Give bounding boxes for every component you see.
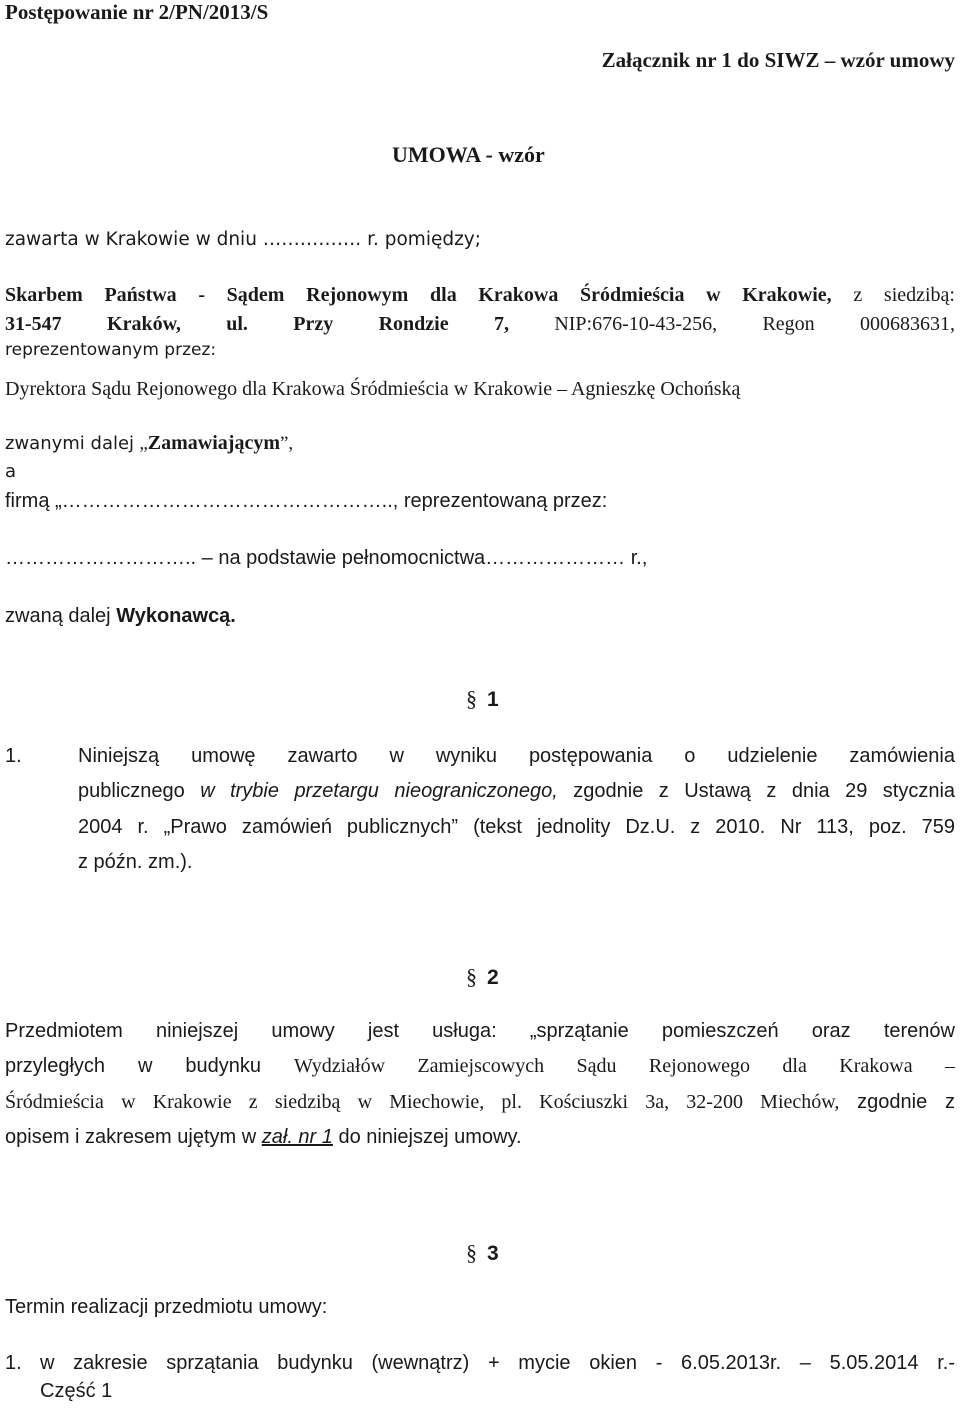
section-symbol: §: [466, 686, 477, 711]
case-number: Postępowanie nr 2/PN/2013/S: [5, 0, 269, 24]
section-number: 3: [487, 1242, 499, 1265]
called-open-quote: „: [139, 433, 148, 454]
section-1-heading: [466, 686, 499, 712]
director-line: Dyrektora Sądu Rejonowego dla Krakowa Śródmieścia w Krakowie – Agnieszkę Ochońską: [5, 378, 741, 400]
section-2-heading: [466, 964, 499, 990]
s1-line3: 2004 r. „Prawo zamówień publicznych” (tekst jednolity Dz.U. z 2010. Nr 113, poz. 759: [78, 816, 955, 838]
contractor-prefix: zwaną dalej: [5, 605, 111, 627]
s1-line1: Niniejszą umowę zawarto w wyniku postępowania o udzielenie zamówienia: [78, 745, 955, 767]
representative-line: ……………………….. – na podstawie pełnomocnictwa………………… r.,: [5, 547, 648, 569]
party1-regon: Regon 000683631,: [762, 313, 956, 335]
party1-nip: NIP:676-10-43-256,: [554, 313, 718, 335]
party1-name: Skarbem Państwa - Sądem Rejonowym dla Krakowa Śródmieścia w Krakowie,: [5, 284, 832, 306]
s2-line3-serif: Śródmieścia w Krakowie z siedzibą w Miechowie, pl. Kościuszki 3a, 32-200 Miechów,: [5, 1091, 840, 1113]
party1-address: 31-547 Kraków, ul. Przy Rondzie 7,: [5, 313, 509, 335]
called-line: [5, 432, 293, 455]
contractor-name: Wykonawcą.: [116, 605, 236, 627]
s3-item-line2: Część 1: [40, 1380, 113, 1402]
firm-line: firmą „………………………………………….., reprezentowaną przez:: [5, 490, 608, 512]
and-word: a: [5, 461, 17, 482]
s1-line2: [78, 780, 955, 803]
contractor-line: [5, 605, 236, 628]
s2-line4: [5, 1126, 522, 1149]
s2-line2-serif: Wydziałów Zamiejscowych Sądu Rejonowego dla Krakowa –: [294, 1055, 956, 1077]
s1-line2-prefix: publicznego: [78, 780, 185, 802]
concluded-line: zawarta w Krakowie w dniu ……………. r. pomiędzy;: [5, 229, 481, 250]
section-symbol: §: [466, 1240, 477, 1265]
s2-line2-prefix: przyległych w budynku: [5, 1055, 262, 1077]
document-title: UMOWA - wzór: [392, 142, 545, 167]
term-label: Termin realizacji przedmiotu umowy:: [5, 1296, 328, 1318]
party1-line: [5, 284, 955, 307]
attachment-reference-link: zał. nr 1: [261, 1126, 333, 1148]
s2-line2: [5, 1055, 955, 1078]
s3-item-number: 1.: [5, 1352, 22, 1374]
s1-line2-italic: w trybie przetargu nieograniczonego,: [200, 780, 558, 802]
party1-represented: reprezentowanym przez:: [5, 340, 217, 360]
s1-item-number: 1.: [5, 745, 22, 767]
party1-address-line: [5, 313, 955, 336]
section-3-heading: [466, 1240, 499, 1266]
s2-line3-suffix: zgodnie z: [857, 1091, 955, 1113]
party1-seat-label: z siedzibą:: [853, 284, 955, 306]
s2-line4-suffix: do niniejszej umowy.: [338, 1126, 522, 1148]
section-number: 2: [487, 966, 499, 989]
section-number: 1: [487, 688, 499, 711]
s2-line3: [5, 1091, 955, 1114]
s3-item-line1: w zakresie sprzątania budynku (wewnątrz) + mycie okien - 6.05.2013r. – 5.05.2014 r.-: [40, 1352, 955, 1374]
s1-line4: z późn. zm.).: [78, 851, 193, 873]
s2-line4-prefix: opisem i zakresem ujętym w: [5, 1126, 257, 1148]
s1-line2-suffix: zgodnie z Ustawą z dnia 29 stycznia: [573, 780, 956, 802]
s2-line1: Przedmiotem niniejszej umowy jest usługa: „sprzątanie pomieszczeń oraz terenów: [5, 1020, 955, 1042]
attachment-label: Załącznik nr 1 do SIWZ – wzór umowy: [601, 48, 955, 72]
called-name: Zamawiającym: [147, 432, 280, 454]
called-suffix: ”,: [279, 433, 294, 454]
section-symbol: §: [466, 964, 477, 989]
called-prefix: zwanymi dalej: [5, 433, 135, 454]
